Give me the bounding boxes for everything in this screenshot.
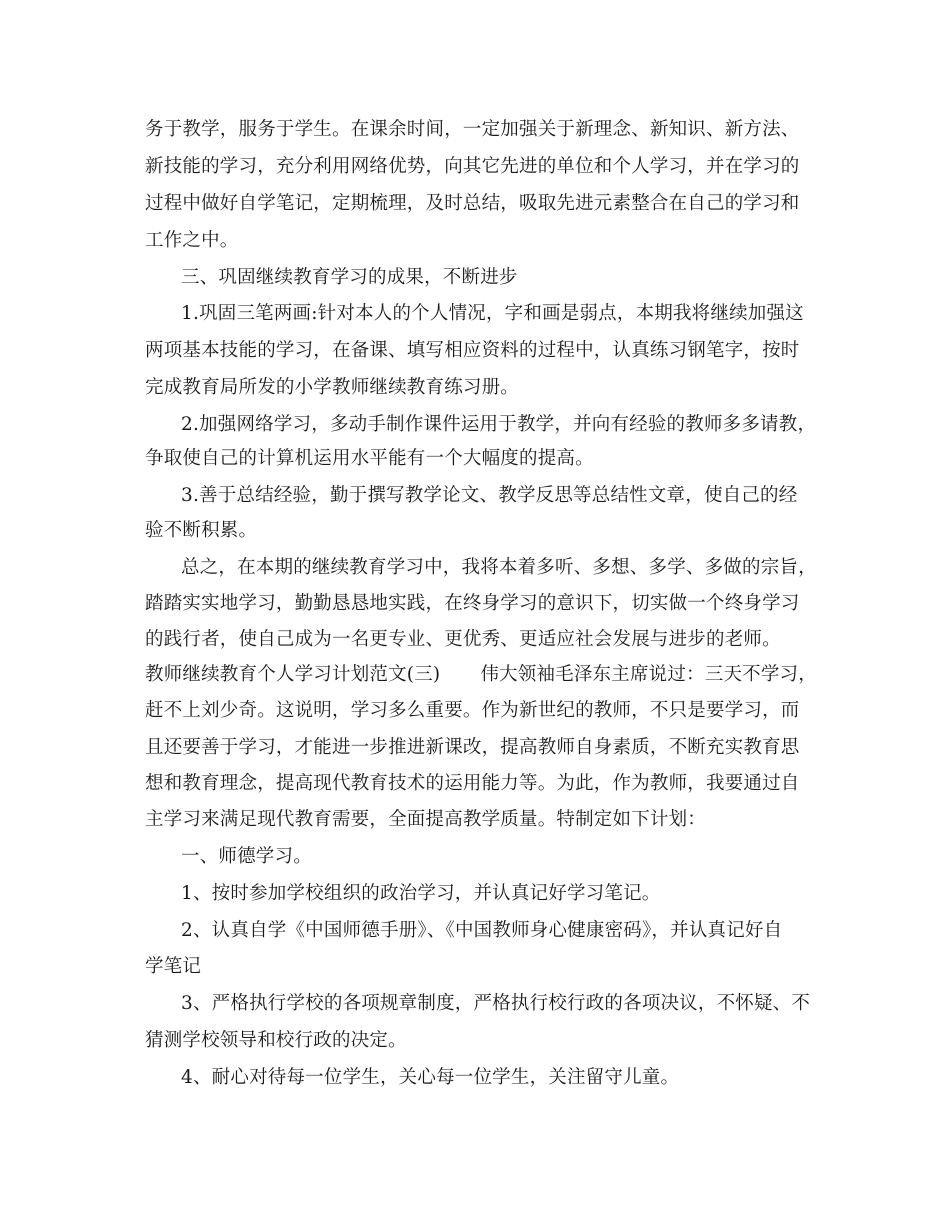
paragraph-line: 1.巩固三笔两画:针对本人的个人情况，字和画是弱点，本期我将继续加强这	[181, 303, 804, 324]
paragraph-line: 3.善于总结经验，勤于撰写教学论文、教学反思等总结性文章，使自己的经	[181, 485, 798, 506]
paragraph-line: 工作之中。	[145, 230, 239, 251]
paragraph-line: 踏踏实实地学习，勤勤恳恳地实践，在终身学习的意识下，切实做一个终身学习	[145, 593, 800, 614]
article-title-line	[145, 658, 817, 692]
list-item: 1、按时参加学校组织的政治学习，并认真记好学习笔记。	[181, 883, 661, 904]
paragraph-line: 总之，在本期的继续教育学习中，我将本着多听、多想、多学、多做的宗旨，	[181, 557, 817, 578]
article-title: 教师继续教育个人学习计划范文(三)	[145, 664, 441, 685]
paragraph-line: 新技能的学习，充分利用网络优势，向其它先进的单位和个人学习，并在学习的	[145, 156, 800, 177]
section-heading: 三、巩固继续教育学习的成果，不断进步	[181, 267, 518, 288]
section-heading: 一、师德学习。	[181, 846, 312, 867]
paragraph-line: 赶不上刘少奇。这说明，学习多么重要。作为新世纪的教师，不只是要学习，而	[145, 700, 800, 721]
quote-text: 伟大领袖毛泽东主席说过：三天不学习，	[480, 664, 817, 685]
paragraph-line: 验不断积累。	[145, 520, 258, 541]
list-item: 2、认真自学《中国师德手册》、《中国教师身心健康密码》，并认真记好自	[181, 920, 783, 941]
paragraph-line: 2.加强网络学习，多动手制作课件运用于教学，并向有经验的教师多多请教，	[181, 414, 817, 435]
paragraph-line: 且还要善于学习，才能进一步推进新课改，提高教师自身素质，不断充实教育思	[145, 737, 800, 758]
paragraph-line: 过程中做好自学笔记，定期梳理，及时总结，吸取先进元素整合在自己的学习和	[145, 193, 800, 214]
paragraph-line: 主学习来满足现代教育需要，全面提高教学质量。特制定如下计划：	[145, 809, 707, 830]
list-item-continuation: 猜测学校领导和校行政的决定。	[145, 1030, 407, 1051]
list-item-continuation: 学笔记	[145, 956, 202, 977]
paragraph-line: 务于教学，服务于学生。在课余时间，一定加强关于新理念、新知识、新方法、	[145, 119, 800, 140]
paragraph-line: 完成教育局所发的小学教师继续教育练习册。	[145, 377, 520, 398]
paragraph-line: 争取使自己的计算机运用水平能有一个大幅度的提高。	[145, 448, 594, 469]
list-item: 4、耐心对待每一位学生，关心每一位学生，关注留守儿童。	[181, 1067, 680, 1088]
paragraph-line: 的践行者，使自己成为一名更专业、更优秀、更适应社会发展与进步的老师。	[145, 629, 781, 650]
paragraph-line: 两项基本技能的学习，在备课、填写相应资料的过程中，认真练习钢笔字，按时	[145, 340, 800, 361]
list-item: 3、严格执行学校的各项规章制度，严格执行校行政的各项决议，不怀疑、不	[181, 993, 811, 1014]
paragraph-line: 想和教育理念，提高现代教育技术的运用能力等。为此，作为教师，我要通过自	[145, 773, 800, 794]
